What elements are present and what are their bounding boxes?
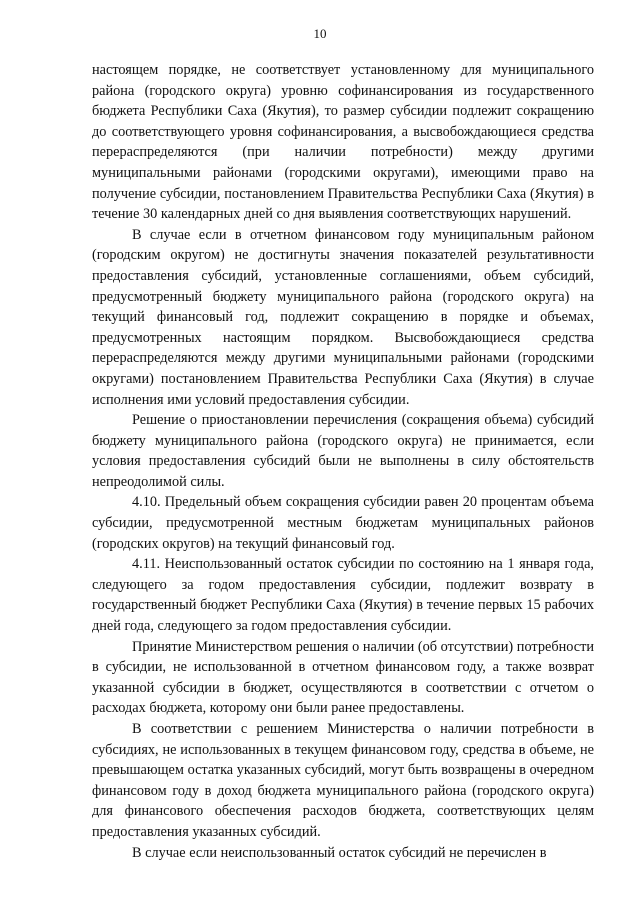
paragraph-force-majeure: Решение о приостановлении перечисления (сокращения объема) субсидий бюджету муниципального района (городского округа) не принимается, если условия предоставления субсидий были не выполнены в силу обстоятельств непреодолимой силы. <box>92 412 594 490</box>
paragraph-unused-balance: В случае если неиспользованный остаток субсидий не перечислен в <box>132 844 547 861</box>
page-number: 10 <box>313 26 327 41</box>
paragraph-4-10: 4.10. Предельный объем сокращения субсидии равен 20 процентам объема субсидии, предусмотренной местным бюджетам муниципальных районов (городских округов) на текущий финансовый год. <box>92 494 594 552</box>
paragraph-continuation: настоящем порядке, не соответствует установленному для муниципального района (городского округа) уровню софинансирования из государственного бюджета Республики Саха (Якутия), то размер субсидии подлежит сокращению до соответствующего уровня софинансирования, а высвобождающиеся средства перераспределяются (при наличии потребности) между другими муниципальными районами (городскими округами), имеющими право на получение субсидии, постановлением Правительства Республики Саха (Якутия) в течение 30 календарных дней со дня выявления соответствующих нарушений. <box>92 62 594 223</box>
document-body <box>92 60 594 863</box>
paragraph-ministry-decision: Принятие Министерством решения о наличии (об отсутствии) потребности в субсидии, не использованной в отчетном финансовом году, а также возврат указанной субсидии в бюджет, осуществляются в соответствии с отчетом о расходах бюджета, которому они были ранее предоставлены. <box>92 638 594 717</box>
paragraph-indicators-not-achieved: В случае если в отчетном финансовом году муниципальным районом (городским округом) не достигнуты значения показателей результативности предоставления субсидий, установленные соглашениями, объем субсидий, предусмотренный бюджету муниципального района (городского округа) на текущий финансовый год, подлежит сокращению в порядке и объемах, предусмотренных настоящим порядком. Высвобождающиеся средства перераспределяются между другими муниципальными районами (городскими округами) постановлением Правительства Республики Саха (Якутия) в случае исполнения ими условий предоставления субсидии. <box>92 226 594 408</box>
paragraph-return-of-funds: В соответствии с решением Министерства о наличии потребности в субсидиях, не использованных в текущем финансовом году, средства в объеме, не превышающем остатка указанных субсидий, могут быть возвращены в очередном финансовом году в доход бюджета муниципального района (городского округа) для финансового обеспечения расходов бюджета, соответствующих целям предоставления указанных субсидий. <box>92 721 594 840</box>
paragraph-4-11: 4.11. Неиспользованный остаток субсидии по состоянию на 1 января года, следующего за годом предоставления субсидии, подлежит возврату в государственный бюджет Республики Саха (Якутия) в течение первых 15 рабочих дней года, следующего за годом предоставления субсидии. <box>92 556 594 635</box>
